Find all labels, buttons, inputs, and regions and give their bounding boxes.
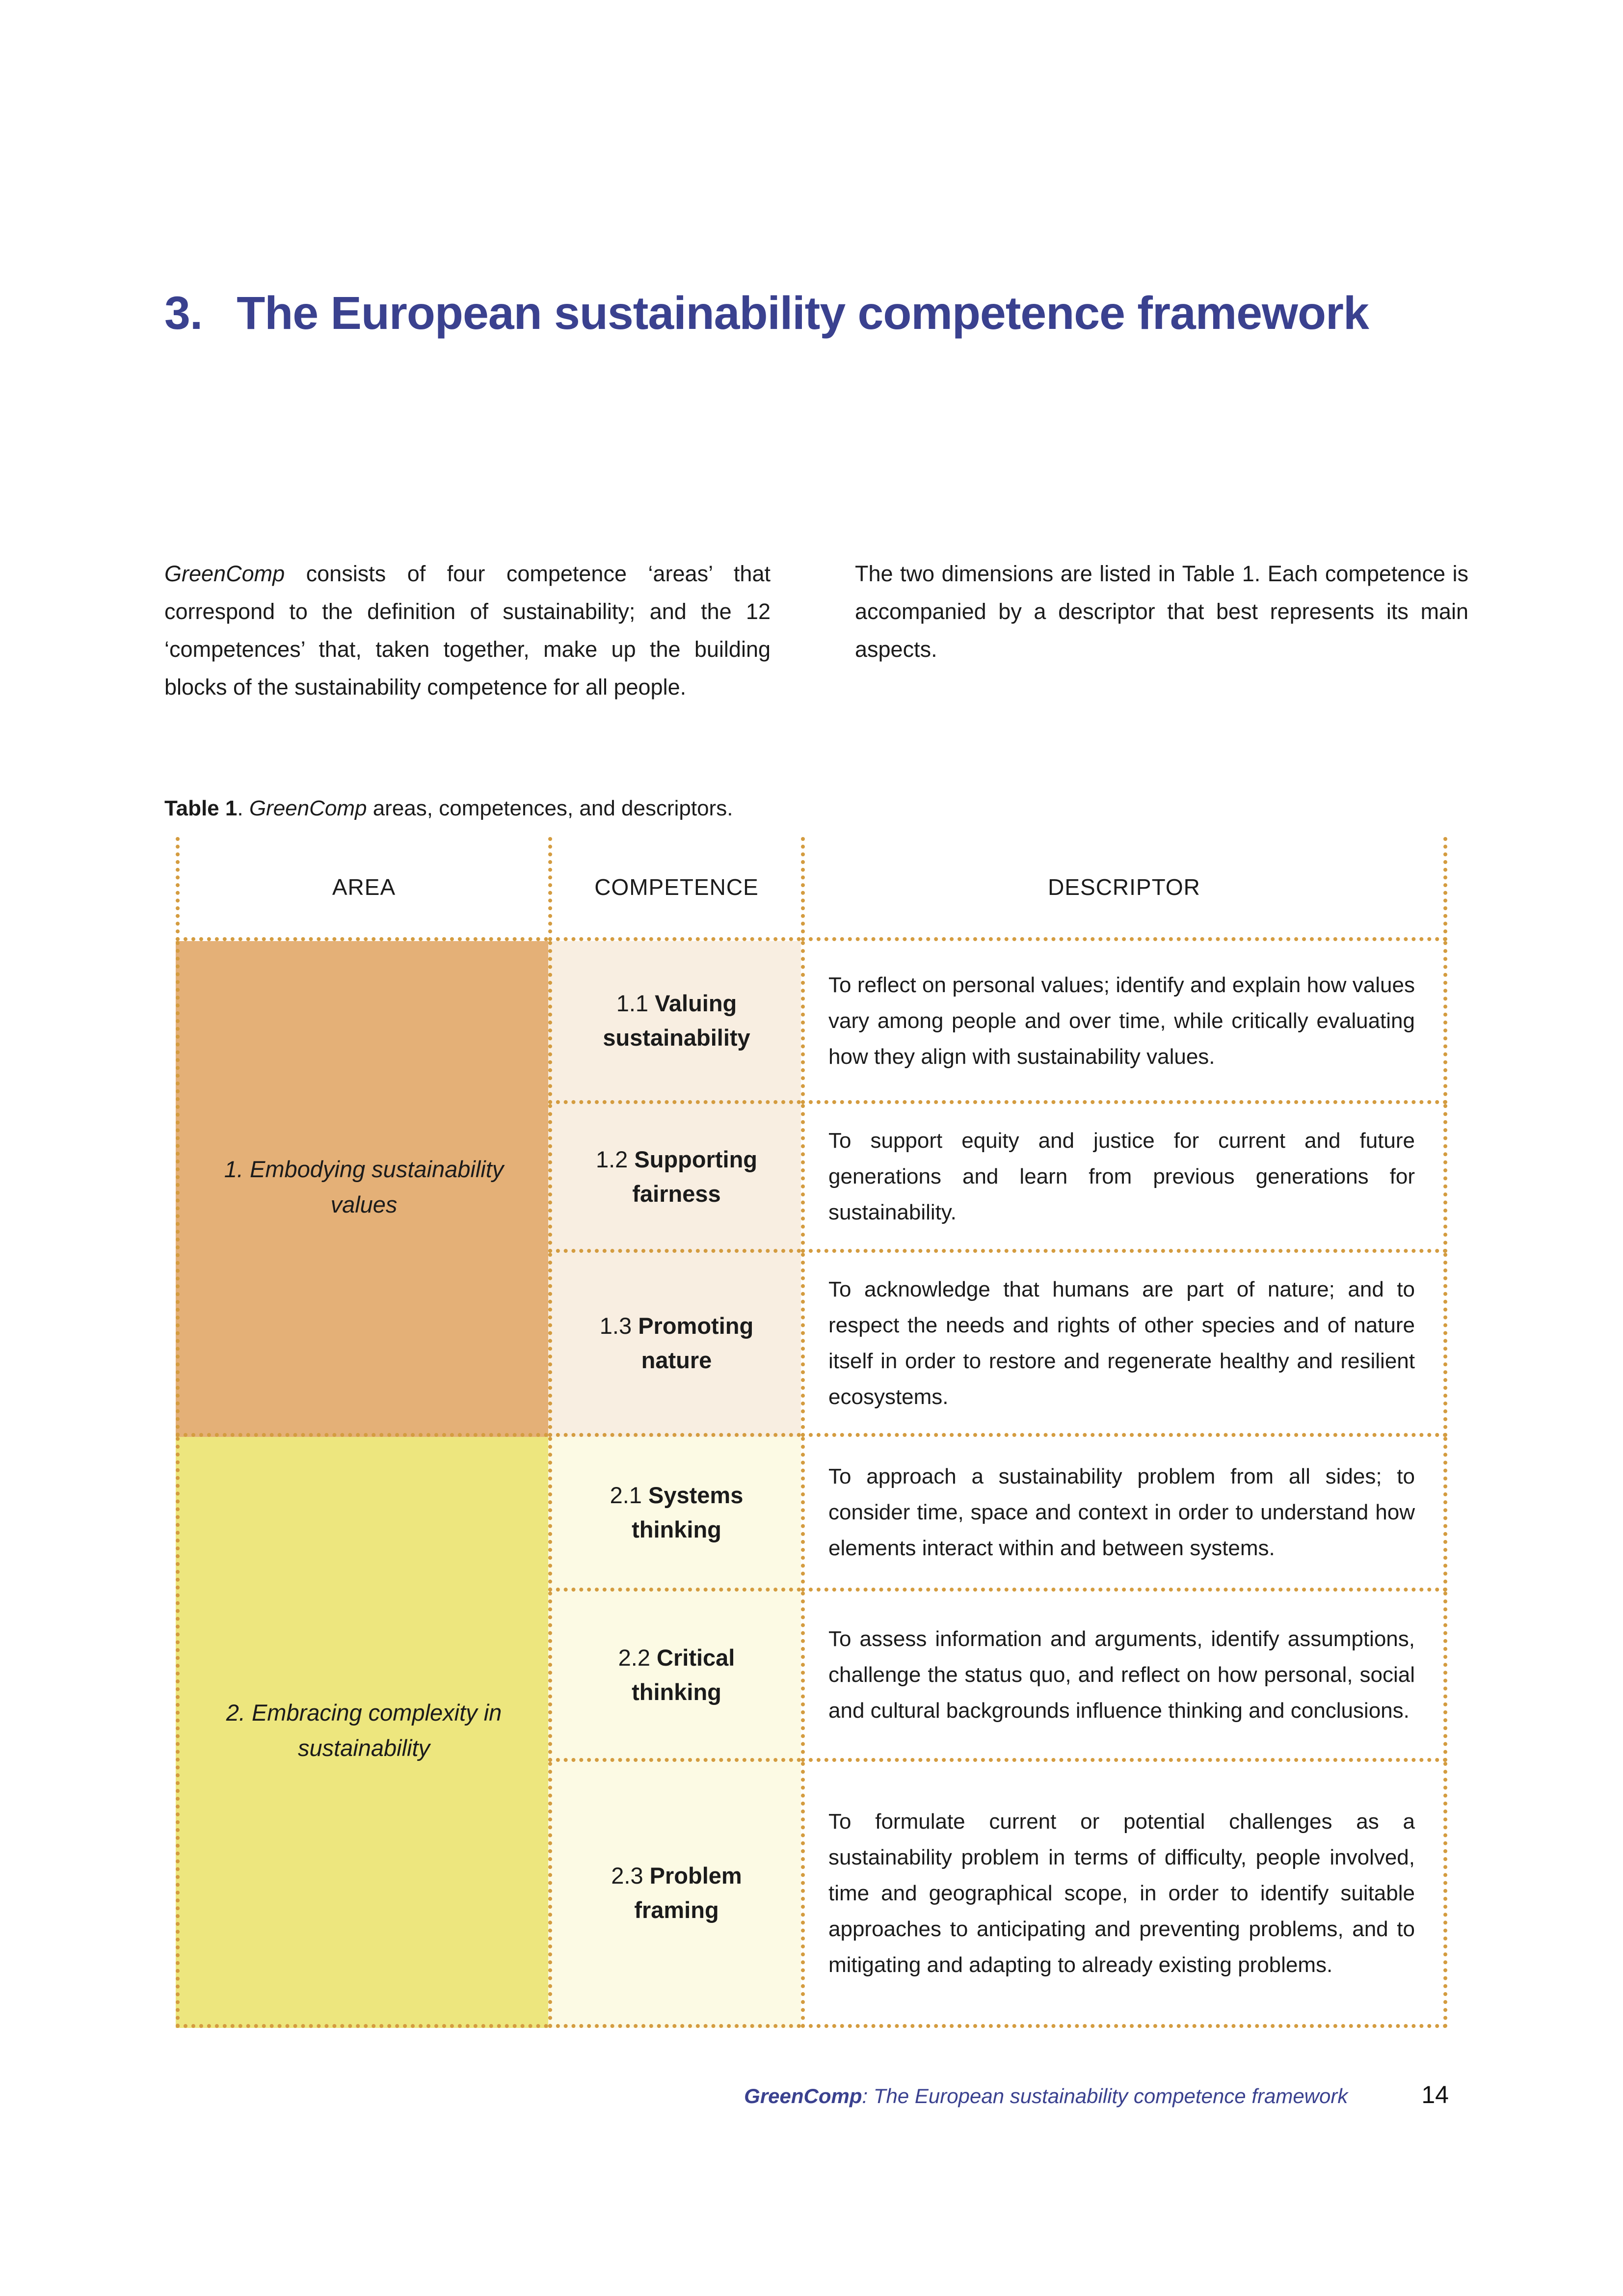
competence-2-3 <box>573 1859 780 1927</box>
competence-2-1 <box>573 1478 780 1547</box>
intro-paragraph-right <box>855 555 1468 668</box>
competence-2-2-name: Critical thinking <box>632 1644 735 1705</box>
descriptor-2-2-text: To assess information and arguments, identify assumptions, challenge the status quo, and reflect on how personal, social and cultural backgrounds influence thinking and conclusions. <box>828 1627 1415 1723</box>
area-1-text: Embodying sustainability values <box>249 1156 504 1217</box>
section-title-text: The European sustainability competence framework <box>237 287 1369 339</box>
page-footer <box>744 2080 1449 2109</box>
competence-2-1-number: 2.1 <box>610 1482 642 1508</box>
brand-name-italic: GreenComp <box>164 561 285 586</box>
column-header-area: AREA <box>176 837 548 941</box>
intro-paragraph-left <box>164 555 771 706</box>
intro-left-text: consists of four competence ‘areas’ that correspond to the definition of sustainability; and the 12 ‘competences’ that, taken together, make up the building blocks of the sustainability competence for all people. <box>164 561 771 700</box>
competence-1-3-name: Promoting nature <box>638 1312 754 1373</box>
competence-cell-2-2 <box>548 1592 801 1762</box>
competence-1-3-number: 1.3 <box>599 1312 632 1339</box>
competence-table <box>176 837 1447 2028</box>
descriptor-cell-1-1 <box>801 941 1447 1104</box>
area-2-text: Embracing complexity in sustainability <box>251 1700 502 1761</box>
competence-1-2-number: 1.2 <box>595 1146 628 1172</box>
competence-1-1 <box>573 986 780 1055</box>
competence-cell-1-2 <box>548 1104 801 1253</box>
descriptor-cell-1-2 <box>801 1104 1447 1253</box>
competence-1-1-name: Valuing sustainability <box>603 990 750 1051</box>
area-1-number: 1. <box>224 1156 243 1182</box>
footer-running-title <box>744 2084 1348 2108</box>
competence-2-3-name: Problem framing <box>634 1863 742 1923</box>
descriptor-1-1-text: To reflect on personal values; identify and explain how values vary among people and over time, while critically evaluating how they align with sustainability values. <box>828 972 1415 1069</box>
descriptor-2-3-text: To formulate current or potential challenges as a sustainability problem in terms of difficulty, people involved, time and geographical scope, in order to identify suitable approaches to anticipating and preventing problems, and to mitigating and adapting to already existing problems. <box>828 1809 1415 1977</box>
page-number: 14 <box>1421 2081 1449 2108</box>
competence-2-2 <box>573 1641 780 1709</box>
descriptor-2-1-text: To approach a sustainability problem from all sides; to consider time, space and context in order to understand how elements interact within and between systems. <box>828 1464 1415 1560</box>
area-2-label <box>209 1695 519 1766</box>
area-1-label <box>209 1152 519 1222</box>
column-header-competence: COMPETENCE <box>548 837 801 941</box>
caption-dot: . <box>237 796 249 820</box>
footer-title-text: : The European sustainability competence framework <box>862 2084 1348 2107</box>
competence-2-1-name: Systems thinking <box>632 1482 744 1542</box>
competence-1-1-number: 1.1 <box>616 990 649 1016</box>
footer-brand: GreenComp <box>744 2084 862 2107</box>
competence-2-3-number: 2.3 <box>611 1863 643 1889</box>
area-cell-2 <box>176 1437 548 2028</box>
intro-right-text: The two dimensions are listed in Table 1. Each competence is accompanied by a descriptor that best represents its main aspects. <box>855 561 1468 662</box>
competence-cell-1-3 <box>548 1253 801 1437</box>
competence-cell-2-1 <box>548 1437 801 1592</box>
caption-rest: areas, competences, and descriptors. <box>367 796 733 820</box>
descriptor-cell-2-1 <box>801 1437 1447 1592</box>
area-2-number: 2. <box>226 1700 245 1726</box>
competence-1-2-name: Supporting fairness <box>632 1146 757 1207</box>
competence-cell-1-1 <box>548 941 801 1104</box>
competence-1-2 <box>573 1142 780 1211</box>
area-cell-1 <box>176 941 548 1437</box>
descriptor-1-2-text: To support equity and justice for current and future generations and learn from previous generations for sustainability. <box>828 1129 1415 1224</box>
descriptor-cell-2-2 <box>801 1592 1447 1762</box>
competence-2-2-number: 2.2 <box>618 1644 650 1671</box>
caption-brand-italic: GreenComp <box>249 796 367 820</box>
descriptor-cell-1-3 <box>801 1253 1447 1437</box>
descriptor-cell-2-3 <box>801 1762 1447 2028</box>
page-title <box>164 287 1470 340</box>
table-caption <box>164 796 733 821</box>
section-number: 3. <box>164 287 203 339</box>
caption-label: Table 1 <box>164 796 238 820</box>
competence-cell-2-3 <box>548 1762 801 2028</box>
competence-1-3 <box>573 1309 780 1378</box>
descriptor-1-3-text: To acknowledge that humans are part of nature; and to respect the needs and rights of other species and of nature itself in order to restore and regenerate healthy and resilient ecosystems. <box>828 1277 1415 1409</box>
column-header-descriptor: DESCRIPTOR <box>801 837 1447 941</box>
